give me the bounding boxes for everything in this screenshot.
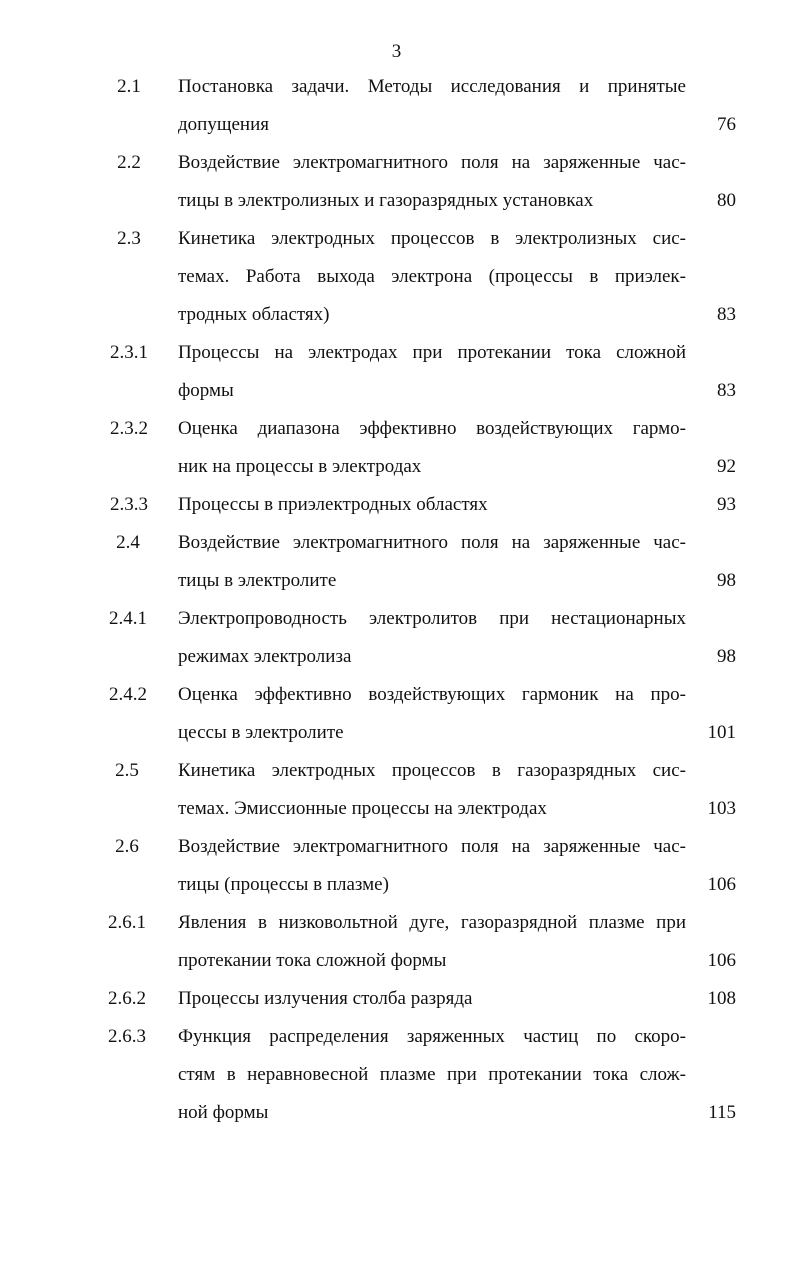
toc-entry-page: 108	[707, 988, 736, 1009]
toc-entry-title-line: темах. Работа выхода электрона (процессы в приэлек-	[178, 266, 686, 287]
toc-entry-number: 2.6.1	[108, 912, 146, 933]
toc-entry-page: 83	[717, 380, 736, 401]
toc-entry-number: 2.1	[117, 76, 141, 97]
toc-entry-page: 92	[717, 456, 736, 477]
toc-entry-number: 2.5	[115, 760, 139, 781]
toc-entry-number: 2.3.3	[110, 494, 148, 515]
toc-entry-page: 106	[707, 874, 736, 895]
toc-entry	[0, 486, 793, 524]
toc-entry-page: 101	[707, 722, 736, 743]
toc-entry-number: 2.4.1	[109, 608, 147, 629]
toc-entry-title-line: допущения	[178, 114, 269, 135]
toc-entry-title-line: Процессы излучения столба разряда	[178, 988, 473, 1009]
toc-entry-title-line: темах. Эмиссионные процессы на электродах	[178, 798, 547, 819]
toc-entry-number: 2.3.2	[110, 418, 148, 439]
toc-entry-title-line: стям в неравновесной плазме при протекании тока слож-	[178, 1064, 686, 1085]
toc-entry-number: 2.6.3	[108, 1026, 146, 1047]
toc-entry	[0, 68, 793, 144]
toc-entry-title-line: Оценка эффективно воздействующих гармоник на про-	[178, 684, 686, 705]
toc-entry-number: 2.6	[115, 836, 139, 857]
toc-entry-title	[178, 410, 686, 486]
toc-entry-title-line: Кинетика электродных процессов в газоразрядных сис-	[178, 760, 686, 781]
toc-entry-title-line: Воздействие электромагнитного поля на заряженные час-	[178, 836, 686, 857]
toc-entry-title	[178, 980, 686, 1018]
toc-entry-title-line: протекании тока сложной формы	[178, 950, 447, 971]
toc-entry-title	[178, 220, 686, 334]
toc-entry-page: 93	[717, 494, 736, 515]
toc-entry-title-line: Постановка задачи. Методы исследования и принятые	[178, 76, 686, 97]
toc-entry-page: 103	[707, 798, 736, 819]
toc-entry-title-line: Воздействие электромагнитного поля на заряженные час-	[178, 152, 686, 173]
toc-entry-title-line: цессы в электролите	[178, 722, 344, 743]
page-number: 3	[391, 41, 402, 62]
toc-entry-page: 115	[708, 1102, 736, 1123]
toc-entry-number: 2.3.1	[110, 342, 148, 363]
toc-entry-number: 2.2	[117, 152, 141, 173]
toc-entry	[0, 828, 793, 904]
toc-entry	[0, 220, 793, 334]
toc-entry	[0, 1018, 793, 1132]
toc-entry-title-line: Оценка диапазона эффективно воздействующих гармо-	[178, 418, 686, 439]
toc-entry-title-line: Воздействие электромагнитного поля на заряженные час-	[178, 532, 686, 553]
toc-entry	[0, 524, 793, 600]
toc-entry-title	[178, 486, 686, 524]
toc-entry-page: 80	[717, 190, 736, 211]
toc-entry	[0, 334, 793, 410]
toc-entry-title-line: Электропроводность электролитов при нестационарных	[178, 608, 686, 629]
toc-entry-title-line: Процессы в приэлектродных областях	[178, 494, 488, 515]
toc-entry-page: 83	[717, 304, 736, 325]
toc-entry-title	[178, 144, 686, 220]
toc-entry-page: 76	[717, 114, 736, 135]
toc-entry	[0, 676, 793, 752]
toc-entry-number: 2.3	[117, 228, 141, 249]
toc-entry	[0, 904, 793, 980]
toc-entry-title-line: тицы в электролизных и газоразрядных установках	[178, 190, 594, 211]
toc-entry-title-line: тицы (процессы в плазме)	[178, 874, 389, 895]
toc-entry-page: 106	[707, 950, 736, 971]
toc-entry-title-line: тродных областях)	[178, 304, 330, 325]
toc-entry-number: 2.4	[116, 532, 140, 553]
toc-entry-title	[178, 1018, 686, 1132]
toc-entry-title	[178, 334, 686, 410]
toc-entry	[0, 600, 793, 676]
toc-entry	[0, 410, 793, 486]
toc-entry	[0, 752, 793, 828]
toc-entry-title-line: Процессы на электродах при протекании тока сложной	[178, 342, 686, 363]
toc-entry-title	[178, 524, 686, 600]
toc-entry-number: 2.4.2	[109, 684, 147, 705]
toc-entry-title-line: формы	[178, 380, 234, 401]
toc-entry	[0, 144, 793, 220]
toc-entry-title-line: режимах электролиза	[178, 646, 352, 667]
toc-entry-title-line: тицы в электролите	[178, 570, 337, 591]
toc-entry-title-line: Функция распределения заряженных частиц по скоро-	[178, 1026, 686, 1047]
toc-entry-title-line: ной формы	[178, 1102, 269, 1123]
toc-entry-page: 98	[717, 646, 736, 667]
toc-entry-title	[178, 904, 686, 980]
toc-entry-title	[178, 676, 686, 752]
toc-entry	[0, 980, 793, 1018]
toc-entry-title-line: Кинетика электродных процессов в электролизных сис-	[178, 228, 686, 249]
toc-entry-title-line: Явления в низковольтной дуге, газоразрядной плазме при	[178, 912, 686, 933]
toc-entry-page: 98	[717, 570, 736, 591]
toc-entry-title	[178, 600, 686, 676]
toc-entry-title	[178, 828, 686, 904]
toc-entry-number: 2.6.2	[108, 988, 146, 1009]
toc-entry-title-line: ник на процессы в электродах	[178, 456, 422, 477]
toc-entry-title	[178, 752, 686, 828]
toc-entry-title	[178, 68, 686, 144]
